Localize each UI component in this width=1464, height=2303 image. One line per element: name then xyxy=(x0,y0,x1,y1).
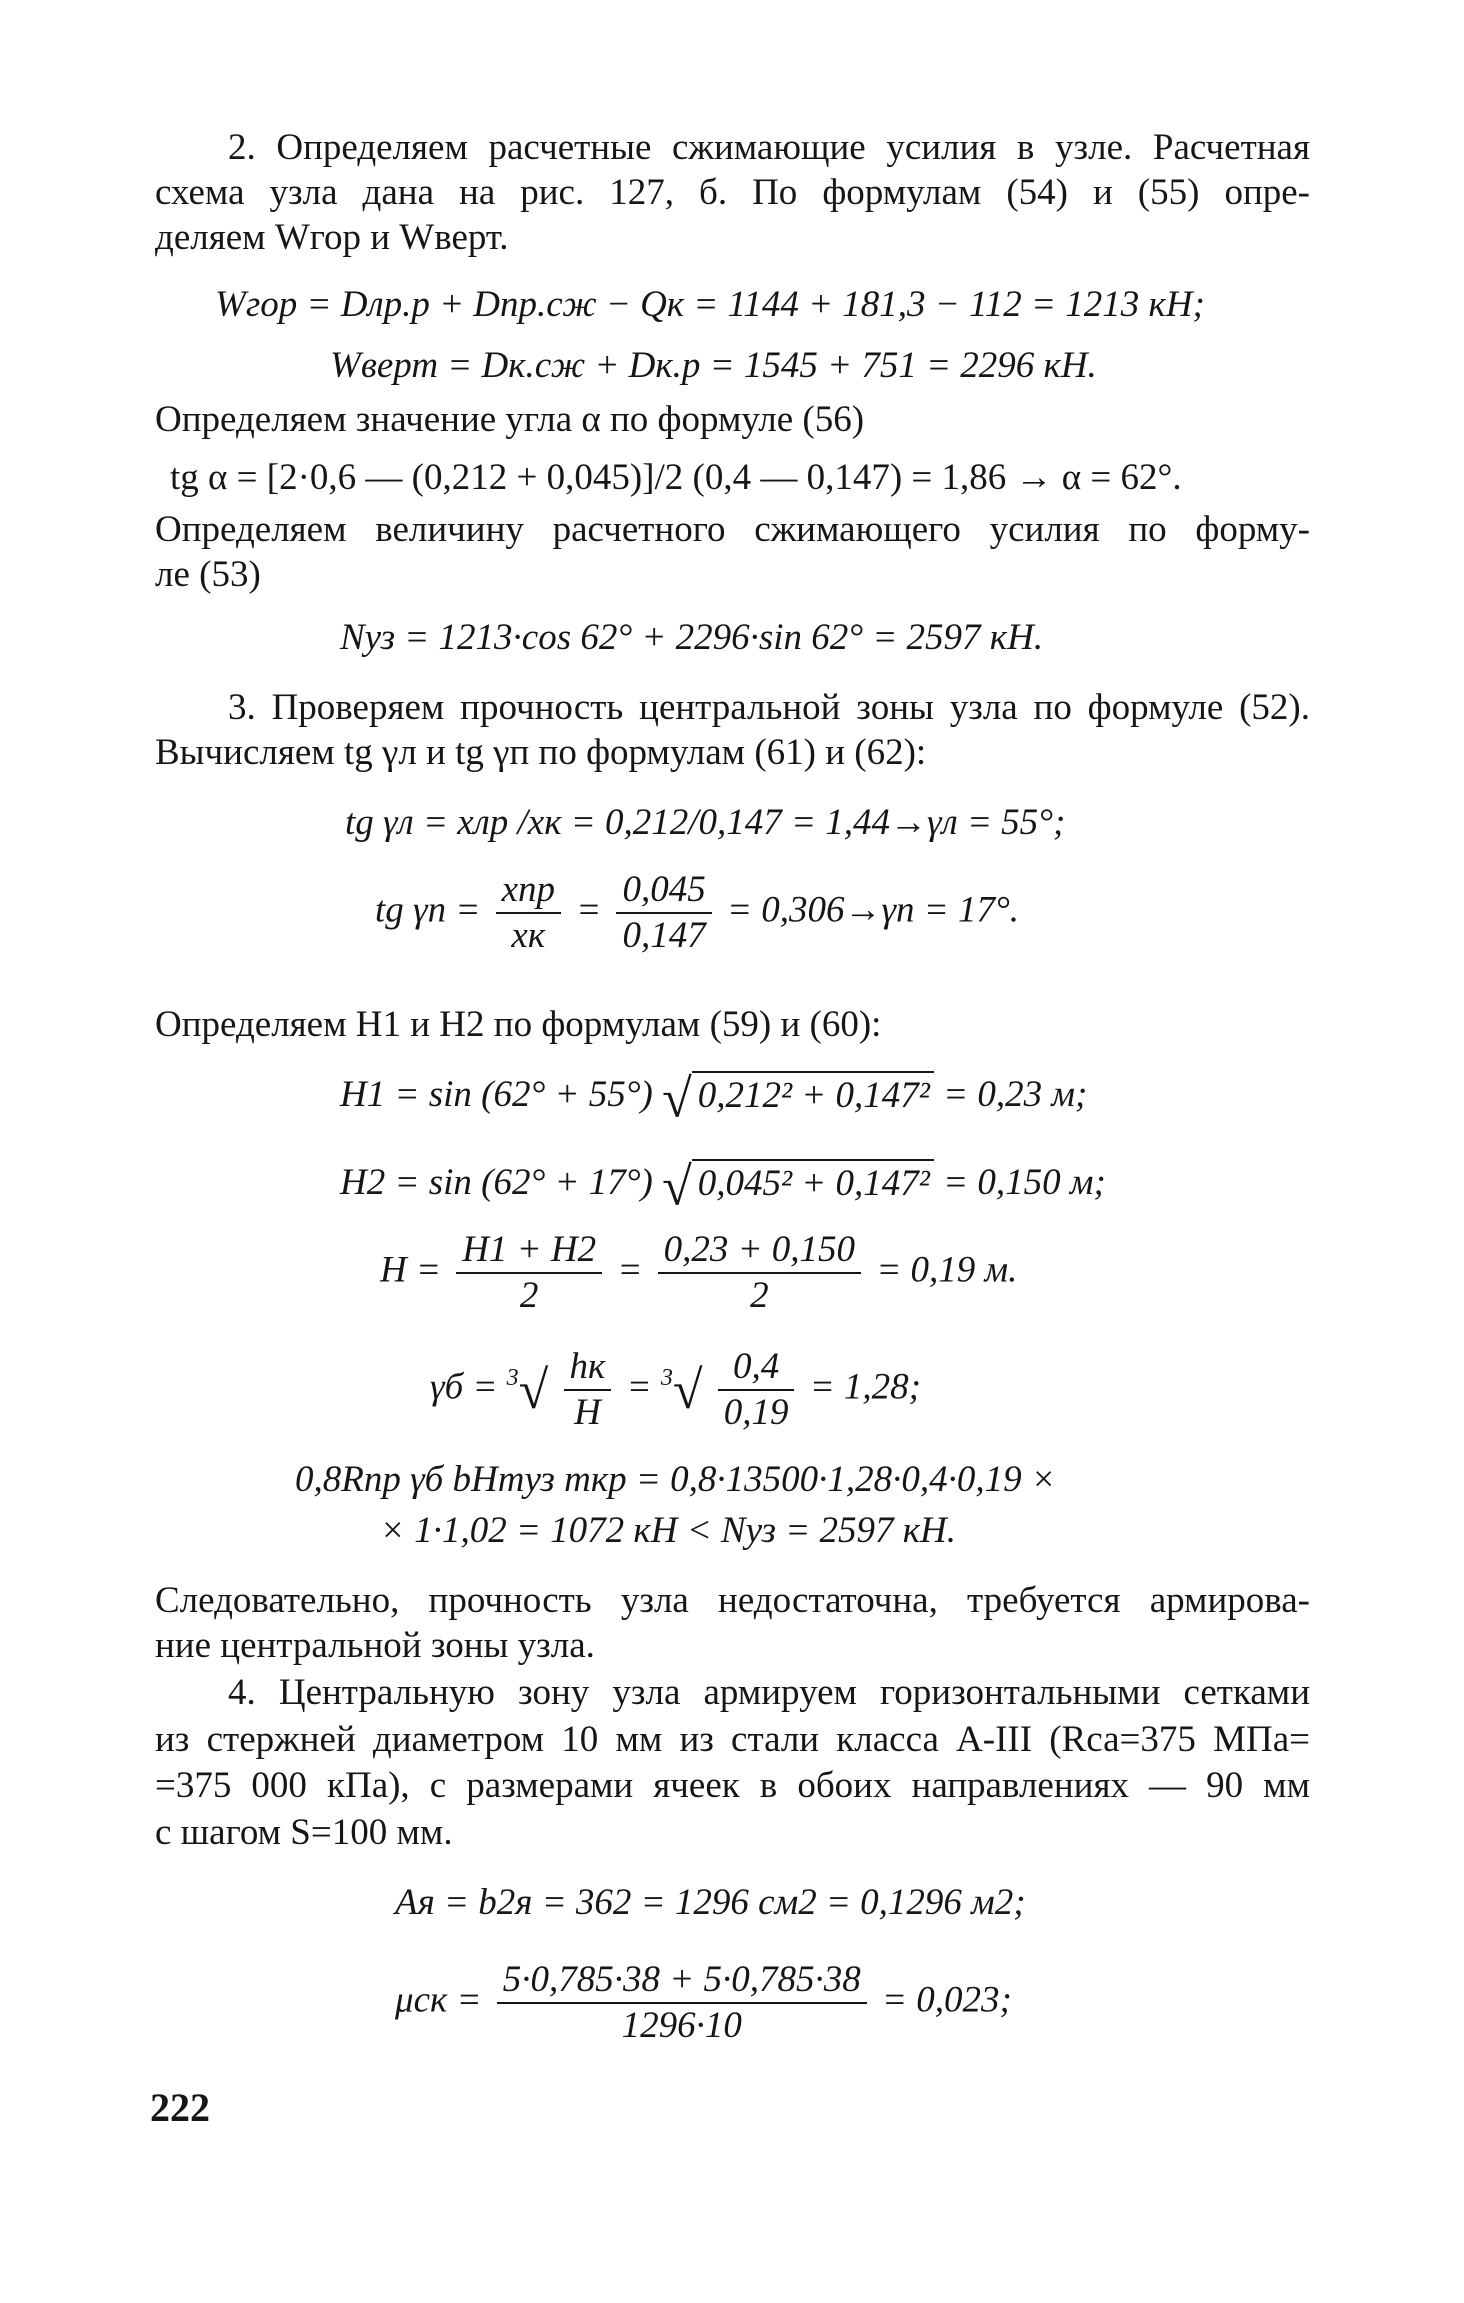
fraction xyxy=(497,1958,867,2048)
radical-sign-icon: √ xyxy=(672,1360,703,1420)
radicand: 0,045² + 0,147² xyxy=(692,1159,934,1204)
denominator: xк xyxy=(511,915,546,956)
eq-tg-alpha: tg α = [2·0,6 — (0,212 + 0,045)]/2 (0,4 — 0,147) = 1,86 → α = 62°. xyxy=(170,457,1182,498)
eq-mu-lhs: μск = xyxy=(395,1979,482,2021)
denominator: H xyxy=(574,1392,601,1433)
equals-sign: = xyxy=(576,889,602,931)
p4-line-1: 4. Центральную зону узла армируем горизонтальными сетками xyxy=(228,1672,1310,1713)
radicand: 0,212² + 0,147² xyxy=(692,1071,934,1116)
eq-mu-rhs: = 0,023; xyxy=(882,1979,1012,2021)
angle-intro: Определяем значение угла α по формуле (56) xyxy=(155,399,865,440)
eq-n-uz: Nуз = 1213·cos 62° + 2296·sin 62° = 2597 кН. xyxy=(340,617,1044,658)
eq-h1-lhs: H1 = sin (62° + 55°) xyxy=(340,1074,653,1115)
eq-tg-gamma-l: tg γл = xлр /xк = 0,212/0,147 = 1,44→γл = 55°; xyxy=(345,802,1066,843)
numerator: 0,045 xyxy=(616,868,711,914)
force-intro-line-2: ле (53) xyxy=(155,554,261,595)
eq-mu xyxy=(395,1958,1012,2048)
fraction xyxy=(496,868,561,958)
eq-tg-gamma-p-lhs: tg γп = xyxy=(375,889,481,931)
root-index: 3 xyxy=(506,1365,519,1392)
eq-w-gor: Wгор = Dлр.р + Dпр.сж − Qк = 1144 + 181,3 − 112 = 1213 кН; xyxy=(215,284,1205,325)
cube-root xyxy=(661,1345,801,1435)
radical-sign-icon: √ xyxy=(662,1068,692,1129)
eq-h2-rhs: = 0,150 м; xyxy=(943,1162,1106,1203)
eq-h-lhs: H = xyxy=(380,1249,441,1291)
fraction xyxy=(616,868,711,958)
eq-gamma-b-rhs: = 1,28; xyxy=(809,1366,922,1408)
p3-line-2: Вычисляем tg γл и tg γп по формулам (61) и (62): xyxy=(155,732,927,773)
fraction xyxy=(564,1345,612,1435)
conclusion-line-2: ние центральной зоны узла. xyxy=(155,1625,595,1666)
eq-a-ya: Aя = b2я = 362 = 1296 см2 = 0,1296 м2; xyxy=(395,1882,1026,1923)
force-intro-line-1: Определяем величину расчетного сжимающего усилия по форму- xyxy=(155,509,1310,550)
p4-line-2: из стержней диаметром 10 мм из стали класса А-III (Rса=375 МПа= xyxy=(155,1719,1310,1760)
p2-line-2: схема узла дана на рис. 127, б. По формулам (54) и (55) опре- xyxy=(155,172,1310,213)
eq-tg-gamma-p xyxy=(375,868,1019,958)
p4-line-4: с шагом S=100 мм. xyxy=(155,1812,453,1853)
numerator: 0,4 xyxy=(718,1345,795,1391)
h-intro: Определяем H1 и H2 по формулам (59) и (60): xyxy=(155,1004,882,1045)
p2-line-1: 2. Определяем расчетные сжимающие усилия в узле. Расчетная xyxy=(228,127,1310,168)
eq-tg-gamma-p-rhs: = 0,306→γп = 17°. xyxy=(726,889,1020,931)
radical-sign-icon: √ xyxy=(518,1360,549,1420)
radical xyxy=(662,1068,934,1129)
cube-root xyxy=(507,1345,618,1435)
eq-strength-line-1: 0,8Rпр γб bHmуз mкр = 0,8·13500·1,28·0,4·0,19 × xyxy=(295,1459,1056,1500)
fraction xyxy=(456,1228,602,1318)
page-number: 222 xyxy=(150,2085,210,2130)
conclusion-line-1: Следовательно, прочность узла недостаточна, требуется армирова- xyxy=(155,1580,1310,1621)
denominator: 2 xyxy=(519,1275,539,1316)
eq-h2-lhs: H2 = sin (62° + 17°) xyxy=(340,1162,653,1203)
numerator: hк xyxy=(564,1345,612,1391)
eq-gamma-b xyxy=(430,1345,921,1435)
eq-strength-line-2: × 1·1,02 = 1072 кН < Nуз = 2597 кН. xyxy=(380,1510,956,1551)
eq-h1 xyxy=(340,1068,1088,1129)
denominator: 0,19 xyxy=(723,1392,789,1433)
radical-sign-icon: √ xyxy=(662,1156,692,1217)
denominator: 0,147 xyxy=(622,915,706,956)
denominator: 2 xyxy=(750,1275,769,1316)
fraction xyxy=(658,1228,861,1318)
p4-line-3: =375 000 кПа), с размерами ячеек в обоих направлениях — 90 мм xyxy=(155,1765,1310,1806)
eq-w-vert: Wверт = Dк.сж + Dк.р = 1545 + 751 = 2296 кН. xyxy=(330,345,1097,386)
denominator: 1296·10 xyxy=(621,2005,742,2046)
fraction xyxy=(718,1345,795,1435)
eq-gamma-b-lhs: γб = xyxy=(430,1366,498,1408)
eq-h2 xyxy=(340,1156,1106,1217)
equals-sign: = xyxy=(626,1366,652,1408)
eq-h-rhs: = 0,19 м. xyxy=(876,1249,1018,1291)
p3-line-1: 3. Проверяем прочность центральной зоны узла по формуле (52). xyxy=(228,687,1310,728)
eq-h1-rhs: = 0,23 м; xyxy=(943,1074,1088,1115)
equals-sign: = xyxy=(617,1249,643,1291)
numerator: 5·0,785·38 + 5·0,785·38 xyxy=(497,1958,867,2004)
eq-h xyxy=(380,1228,1017,1318)
root-index: 3 xyxy=(660,1365,673,1392)
numerator: H1 + H2 xyxy=(456,1228,602,1274)
radical xyxy=(662,1156,934,1217)
numerator: 0,23 + 0,150 xyxy=(658,1228,861,1274)
numerator: xпр xyxy=(496,868,561,914)
p2-line-3: деляем Wгор и Wверт. xyxy=(155,217,509,258)
